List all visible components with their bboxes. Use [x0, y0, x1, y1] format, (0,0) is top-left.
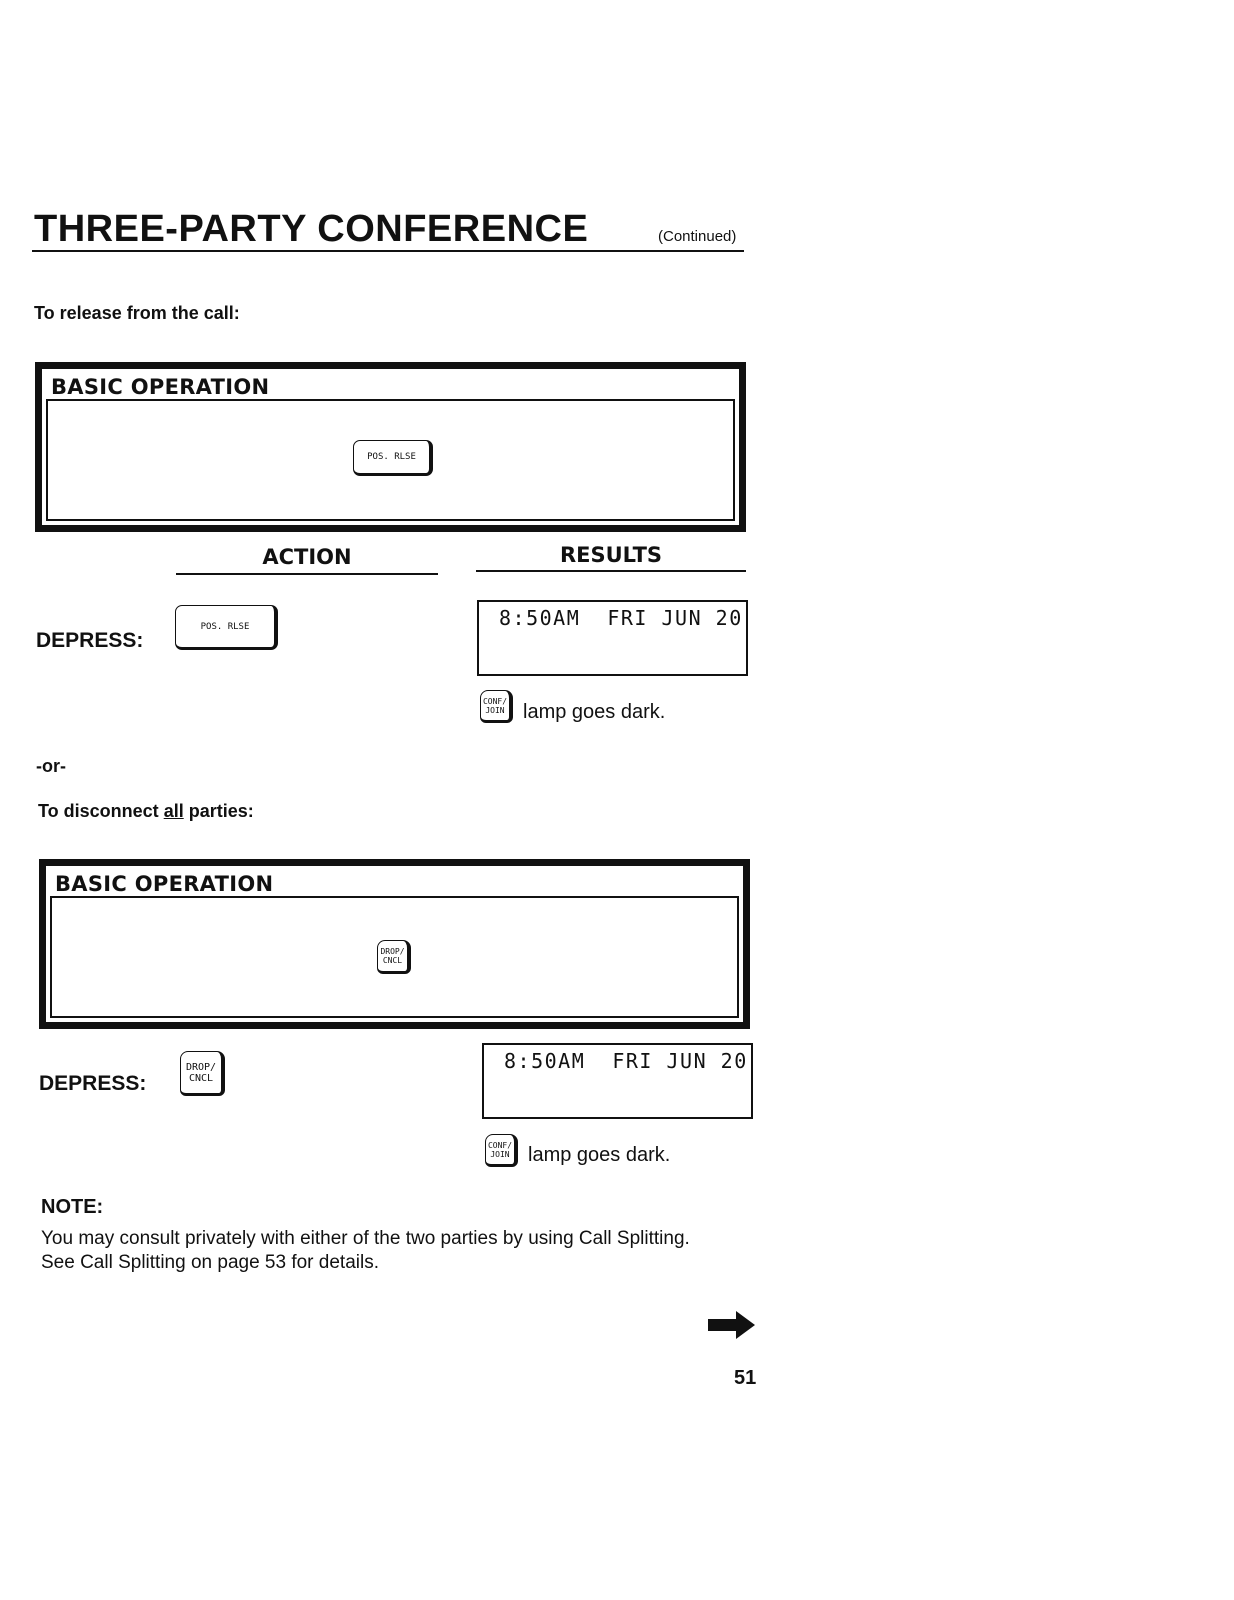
conf-join-key[interactable]	[485, 1134, 518, 1167]
disconnect-intro-emphasis: all	[163, 801, 184, 821]
pos-rlse-key[interactable]: POS. RLSE	[175, 605, 278, 650]
display-text: 8:50AM FRI JUN 20	[499, 606, 743, 630]
disconnect-intro-prefix: To disconnect	[38, 801, 164, 821]
disconnect-intro-suffix: parties:	[183, 801, 254, 821]
action-heading: ACTION	[262, 545, 352, 569]
action-rule	[176, 573, 438, 575]
display-screen	[482, 1043, 753, 1119]
title-rule	[32, 250, 744, 252]
note-line-1: You may consult privately with either of the two parties by using Call Splitting.	[41, 1228, 690, 1249]
drop-cncl-key-top: DROP/	[185, 1061, 217, 1073]
continued-label: (Continued)	[658, 228, 737, 245]
page-number: 51	[734, 1367, 757, 1389]
results-rule	[476, 570, 746, 572]
note-line-2: See Call Splitting on page 53 for details.	[41, 1252, 379, 1273]
disconnect-intro	[38, 801, 254, 822]
right-arrow-icon	[708, 1309, 756, 1341]
conf-join-key[interactable]	[480, 690, 513, 723]
note-heading: NOTE:	[41, 1196, 104, 1218]
conf-join-key-top: CONF/	[482, 696, 508, 706]
basic-operation-label: BASIC OPERATION	[51, 375, 270, 399]
conf-join-key-bottom: JOIN	[490, 1149, 510, 1159]
or-separator: -or-	[36, 756, 66, 776]
release-intro: To release from the call:	[34, 303, 240, 323]
lamp-status-text: lamp goes dark.	[528, 1144, 671, 1166]
drop-cncl-key-bottom: CNCL	[382, 956, 403, 965]
depress-label: DEPRESS:	[36, 629, 144, 652]
results-heading: RESULTS	[559, 543, 663, 567]
drop-cncl-key-top: DROP/	[380, 947, 405, 956]
conf-join-key-bottom: JOIN	[485, 705, 505, 715]
page-title: THREE-PARTY CONFERENCE	[34, 208, 589, 250]
note-body	[41, 1227, 761, 1275]
pos-rlse-key[interactable]: POS. RLSE	[353, 440, 433, 476]
basic-operation-box-2	[39, 859, 750, 1029]
basic-operation-box-1	[35, 362, 746, 532]
depress-label: DEPRESS:	[39, 1072, 147, 1095]
drop-cncl-key[interactable]	[377, 940, 411, 974]
drop-cncl-key-bottom: CNCL	[188, 1072, 214, 1084]
lamp-status-text: lamp goes dark.	[523, 701, 666, 723]
conf-join-key-top: CONF/	[487, 1140, 513, 1150]
basic-operation-label: BASIC OPERATION	[55, 872, 274, 896]
display-screen	[477, 600, 748, 676]
display-text: 8:50AM FRI JUN 20	[504, 1049, 748, 1073]
drop-cncl-key[interactable]	[180, 1051, 225, 1096]
